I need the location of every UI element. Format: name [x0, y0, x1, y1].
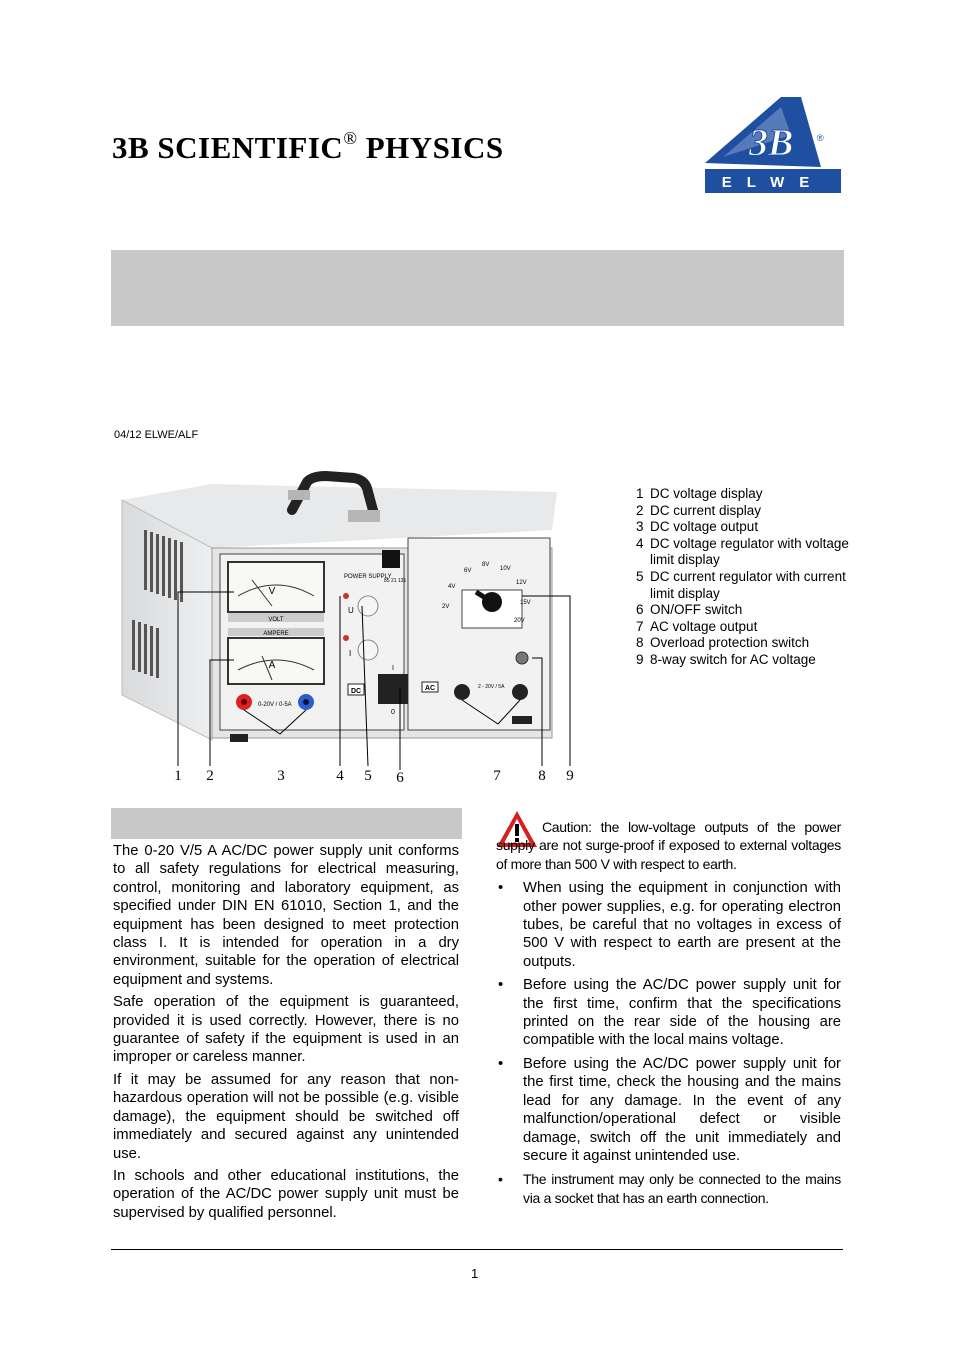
callout-number: 7: [493, 768, 501, 784]
component-legend: [636, 486, 866, 669]
callout-number: 9: [566, 768, 574, 784]
dc-badge: DC: [350, 688, 362, 695]
step-label: 2V: [442, 604, 450, 610]
legend-num: 5: [636, 568, 644, 584]
callout-number: 8: [538, 768, 546, 784]
document-reference: 04/12 ELWE/ALF: [114, 429, 199, 441]
legend-num: 1: [636, 486, 644, 501]
callout-number: 6: [396, 770, 404, 786]
amp-meter-label: AMPERE: [263, 631, 289, 637]
legend-num: 8: [636, 635, 644, 651]
device-illustration: [112, 470, 578, 790]
brand-name: 3B SCIENTIFIC: [112, 130, 344, 165]
caution-text: Caution: the low-voltage outputs of the power supply are not surge-proof if exposed to external voltages of more than 500 V with respect to earth.: [496, 819, 841, 872]
bullet-item: • Before using the AC/DC power supply unit for the first time, check the housing and the mains lead for any damage. In the event of any malfunction/operational defect or visible damage, switch off the unit immediately and secure it against unintended use.: [496, 1055, 841, 1165]
paragraph: Safe operation of the equipment is guaranteed, provided it is used correctly. However, there is no guarantee of safety if the equipment is used in an improper or careless manner.: [113, 994, 459, 1066]
step-label: 12V: [516, 580, 527, 586]
dc-output-label: 0-20V / 0-5A: [258, 702, 292, 708]
paragraph: In schools and other educational institutions, the operation of the AC/DC power supply unit must be supervised by qualified personnel.: [113, 1167, 459, 1221]
legend-item: [636, 503, 866, 520]
safety-bullets: [496, 879, 841, 1207]
volt-meter-label: VOLT: [268, 617, 284, 623]
logo-mark: 3B: [749, 122, 794, 164]
legend-item: [636, 536, 866, 569]
company-logo: [703, 95, 843, 195]
legend-num: 6: [636, 602, 644, 618]
legend-num: 9: [636, 651, 644, 667]
legend-item: [636, 569, 866, 602]
legend-num: 7: [636, 618, 644, 634]
legend-text: Overload protection switch: [650, 635, 810, 651]
legend-num: 3: [636, 519, 644, 535]
ac-badge: AC: [424, 685, 436, 692]
section-heading-band: [111, 808, 462, 839]
legend-text: ON/OFF switch: [650, 602, 743, 618]
legend-text: DC voltage regulator with voltage limit display: [650, 535, 849, 568]
bullet-item: • Before using the AC/DC power supply unit for the first time, confirm that the specifications printed on the rear side of the housing are compatible with the local mains voltage.: [496, 976, 841, 1050]
legend-num: 2: [636, 502, 644, 518]
step-label: 20V: [514, 618, 525, 624]
knob-i-label: I: [349, 649, 352, 658]
caution-column: [496, 818, 841, 1212]
step-label: 6V: [464, 568, 472, 574]
model-number: 85 21 131: [384, 578, 407, 584]
footer-rule: [111, 1249, 843, 1250]
brand-title: [112, 128, 504, 166]
paragraph: If it may be assumed for any reason that non-hazardous operation will not be possible (e.g. visible damage), the equipment should be switched off immediately and secured against any unintended use.: [113, 1071, 459, 1162]
step-label: 10V: [500, 566, 511, 572]
legend-text: DC voltage display: [650, 486, 763, 501]
knob-u-label: U: [348, 606, 354, 615]
title-band: [111, 250, 844, 326]
registered-mark: ®: [343, 128, 358, 148]
switch-on-mark: I: [392, 665, 394, 672]
legend-text: 8-way switch for AC voltage: [650, 651, 816, 667]
panel-title: POWER SUPPLY: [344, 574, 392, 580]
brand-suffix: PHYSICS: [357, 130, 504, 165]
step-label: 4V: [448, 584, 456, 590]
safety-text-column: [113, 842, 459, 1226]
step-label: 15V: [520, 600, 531, 606]
amp-meter-unit: A: [268, 660, 276, 671]
legend-item: [636, 486, 866, 503]
legend-item: [636, 602, 866, 619]
paragraph: The 0-20 V/5 A AC/DC power supply unit conforms to all safety regulations for electrical measuring, control, monitoring and laboratory equipment, as specified under DIN EN 61010, Section 1, and the equipment has been designed to meet protection class I. It is intended for operation in a dry environment, suitable for the operation of electrical equipment and systems.: [113, 843, 459, 988]
legend-text: DC current display: [650, 502, 762, 518]
callout-number: 3: [277, 768, 285, 784]
legend-item: [636, 652, 866, 669]
legend-num: 4: [636, 535, 644, 551]
switch-off-mark: 0: [391, 709, 395, 716]
logo-bar-text: ELWE: [721, 174, 825, 191]
page-number: 1: [471, 1266, 479, 1281]
ac-output-label: 2 - 20V / 5A: [478, 684, 505, 690]
legend-text: DC current regulator with current limit display: [650, 568, 846, 601]
legend-item: [636, 635, 866, 652]
legend-item: [636, 519, 866, 536]
callout-number: 4: [336, 768, 344, 784]
logo-registered: ®: [817, 133, 824, 143]
bullet-item: • The instrument may only be connected to the mains via a socket that has an earth connection.: [496, 1170, 841, 1207]
callout-number: 1: [174, 768, 182, 784]
step-label: 8V: [482, 562, 490, 568]
bullet-item: • When using the equipment in conjunction with other power supplies, e.g. for operating electron tubes, be careful that no voltages in excess of 500 V with respect to earth are present at the outputs.: [496, 879, 841, 971]
volt-meter-unit: V: [268, 586, 276, 597]
legend-text: DC voltage output: [650, 519, 759, 535]
callout-number: 2: [206, 768, 214, 784]
callout-number: 5: [364, 768, 372, 784]
legend-item: [636, 619, 866, 636]
legend-text: AC voltage output: [650, 618, 758, 634]
